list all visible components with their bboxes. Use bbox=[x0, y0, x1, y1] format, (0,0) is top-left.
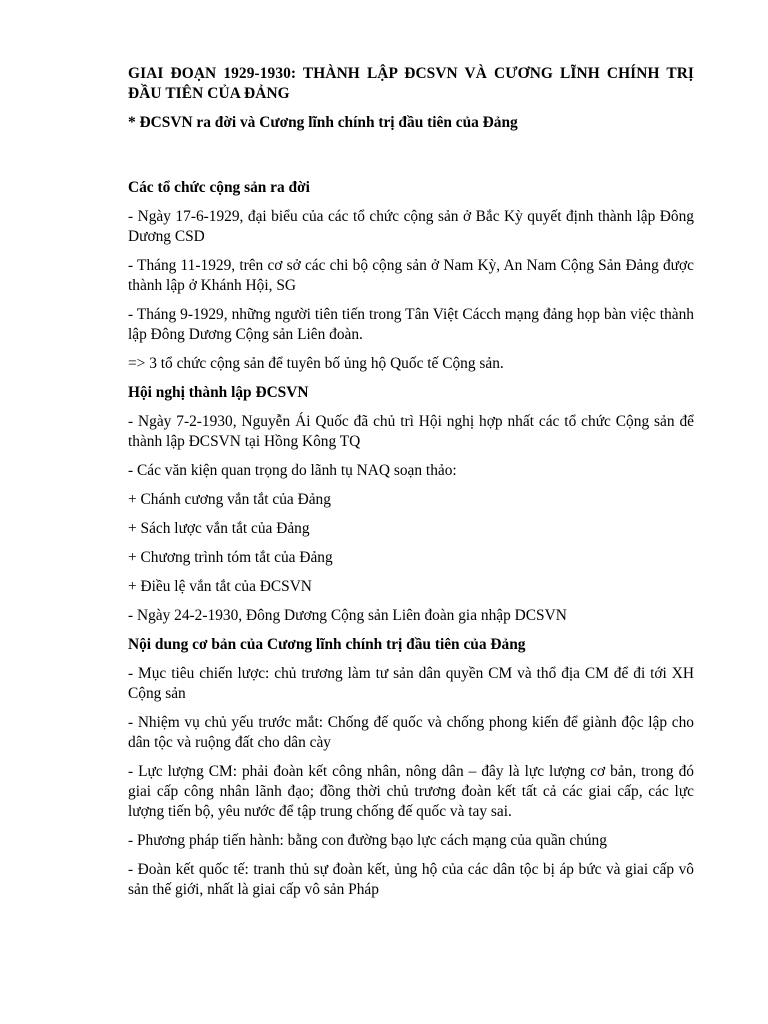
list-item: + Chương trình tóm tắt của Đảng bbox=[128, 549, 333, 566]
paragraph: - Nhiệm vụ chủ yếu trước mắt: Chống đế quốc và chống phong kiến để giành độc lập cho dân tộc và ruộng đất cho dân cày bbox=[128, 714, 694, 751]
paragraph: - Đoàn kết quốc tế: tranh thủ sự đoàn kết, ủng hộ của các dân tộc bị áp bức và giai cấp vô sản thế giới, nhất là giai cấp vô sản Pháp bbox=[128, 861, 694, 898]
list-item: + Chánh cương vắn tắt của Đảng bbox=[128, 491, 331, 508]
section-heading: Nội dung cơ bản của Cương lĩnh chính trị đầu tiên của Đảng bbox=[128, 636, 526, 653]
section-heading: Hội nghị thành lập ĐCSVN bbox=[128, 384, 309, 401]
section-heading: Các tổ chức cộng sản ra đời bbox=[128, 179, 310, 196]
list-item: + Điều lệ vắn tắt của ĐCSVN bbox=[128, 578, 312, 595]
paragraph: - Ngày 24-2-1930, Đông Dương Cộng sản Liên đoàn gia nhập DCSVN bbox=[128, 607, 567, 624]
document-page bbox=[128, 64, 694, 909]
section-platform-content bbox=[128, 635, 694, 900]
document-title: GIAI ĐOẠN 1929-1930: THÀNH LẬP ĐCSVN VÀ CƯƠNG LĨNH CHÍNH TRỊ ĐẦU TIÊN CỦA ĐẢNG bbox=[128, 65, 694, 102]
paragraph: - Lực lượng CM: phải đoàn kết công nhân, nông dân – đây là lực lượng cơ bản, trong đó giai cấp công nhân lãnh đạo; đồng thời chủ trương đoàn kết tất cả các giai cấp, các lực lượng tiến bộ, yêu nước để tập trung chống đế quốc và tay sai. bbox=[128, 763, 694, 820]
paragraph: - Ngày 7-2-1930, Nguyễn Ái Quốc đã chủ trì Hội nghị hợp nhất các tổ chức Cộng sản để thành lập ĐCSVN tại Hồng Kông TQ bbox=[128, 413, 694, 450]
paragraph: - Mục tiêu chiến lược: chủ trương làm tư sản dân quyền CM và thổ địa CM để đi tới XH Cộng sản bbox=[128, 665, 694, 702]
paragraph: - Ngày 17-6-1929, đại biểu của các tổ chức cộng sản ở Bắc Kỳ quyết định thành lập Đông Dương CSD bbox=[128, 208, 694, 245]
paragraph: => 3 tổ chức cộng sản để tuyên bố ủng hộ Quốc tế Cộng sản. bbox=[128, 355, 504, 372]
paragraph: - Các văn kiện quan trọng do lãnh tụ NAQ soạn thảo: bbox=[128, 462, 457, 479]
section-founding-conference bbox=[128, 383, 694, 626]
paragraph: - Phương pháp tiến hành: bằng con đường bạo lực cách mạng của quần chúng bbox=[128, 832, 607, 849]
section-organizations bbox=[128, 178, 694, 374]
list-item: + Sách lược vắn tắt của Đảng bbox=[128, 520, 310, 537]
document-subtitle: * ĐCSVN ra đời và Cương lĩnh chính trị đầu tiên của Đảng bbox=[128, 114, 518, 131]
paragraph: - Tháng 11-1929, trên cơ sở các chi bộ cộng sản ở Nam Kỳ, An Nam Cộng Sản Đảng được thành lập ở Khánh Hội, SG bbox=[128, 257, 694, 294]
paragraph: - Tháng 9-1929, những người tiên tiến trong Tân Việt Cácch mạng đảng họp bàn việc thành lập Đông Dương Cộng sản Liên đoàn. bbox=[128, 306, 694, 343]
